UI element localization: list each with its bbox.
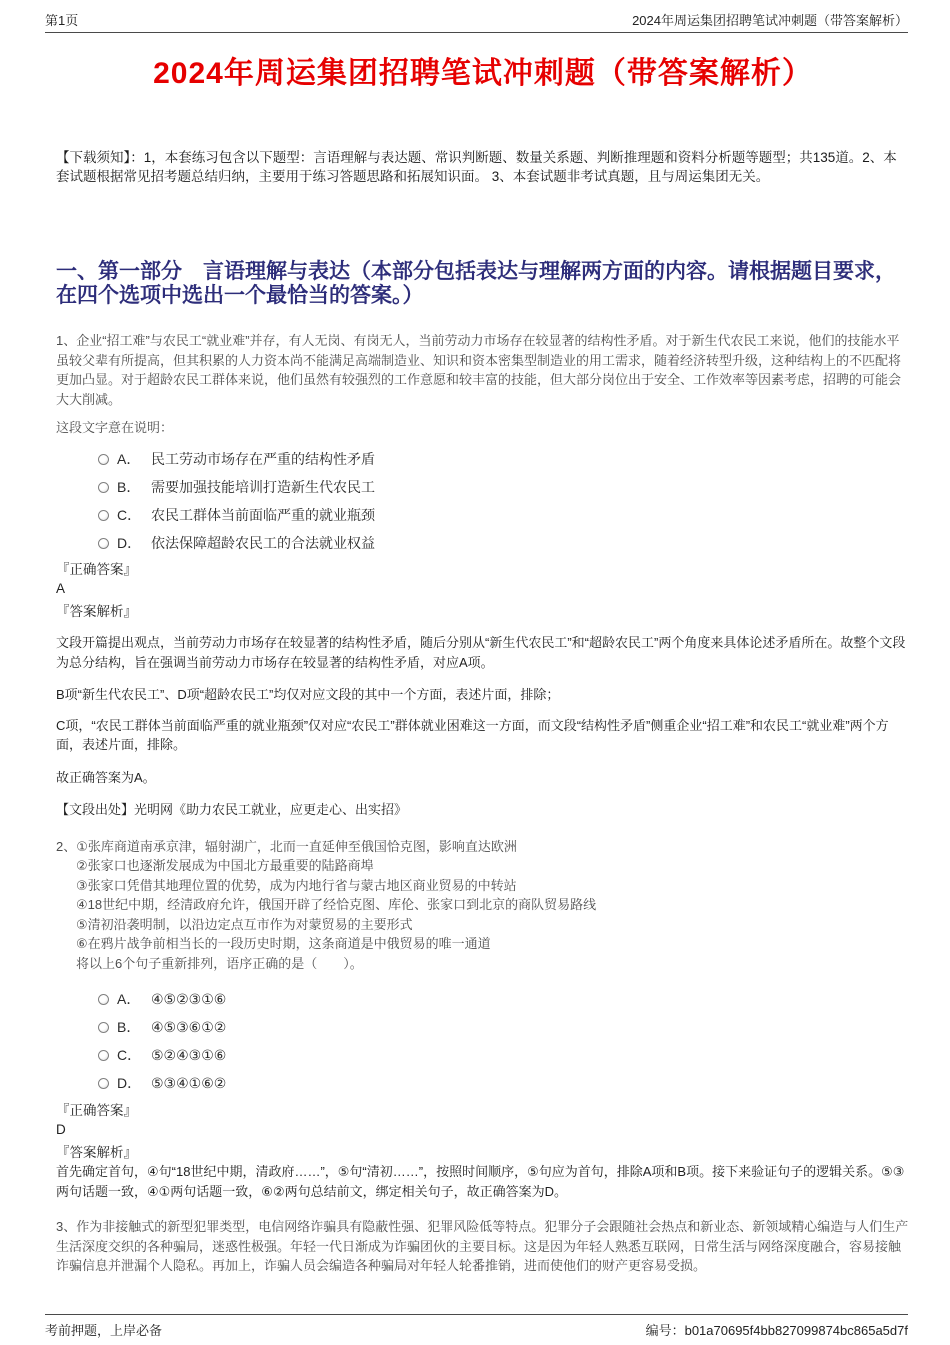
- header-page-number: 第1页: [45, 13, 79, 28]
- question-1-stem: 1、企业“招工难”与农民工“就业难”并存，有人无岗、有岗无人，当前劳动力市场存在较显著的结构性矛盾。对于新生代农民工来说，他们的技能水平虽较父辈有所提高，但其积累的人力资本尚不能满足高端制造业、知识和资本密集型制造业的用工需求，随着经济转型升级，这种结构上的不匹配将更加凸显。对于超龄农民工群体来说，他们虽然有较强烈的工作意愿和较丰富的技能，但大部分岗位出于安全、工作效率等因素考虑，招聘的可能会大大削减。: [56, 333, 902, 407]
- option-text: ⑤②④③①⑥: [151, 1046, 227, 1063]
- question-2-analysis-label: 『答案解析』: [56, 1145, 137, 1160]
- section-heading: 一、第一部分 言语理解与表达（本部分包括表达与理解两方面的内容。请根据题目要求，在四个选项中选出一个最恰当的答案。）: [56, 260, 896, 307]
- option-text: 需要加强技能培训打造新生代农民工: [151, 479, 375, 495]
- page-title: 2024年周运集团招聘笔试冲刺题（带答案解析）: [153, 57, 813, 90]
- question-2-options: [56, 985, 910, 1097]
- option-letter: D．: [117, 535, 142, 551]
- option-letter: D．: [117, 1075, 142, 1091]
- question-2-sentence: ③张家口凭借其地理位置的优势，成为内地行省与蒙古地区商业贸易的中转站: [76, 877, 517, 893]
- option-text: ④⑤②③①⑥: [151, 990, 227, 1007]
- question-2-sentence: ⑤清初沿袭明制，以沿边定点互市作为对蒙贸易的主要形式: [76, 916, 413, 932]
- radio-button-icon[interactable]: [98, 482, 109, 493]
- question-2-sentence: ④18世纪中期，经清政府允许，俄国开辟了经恰克图、库伦、张家口到北京的商队贸易路线: [76, 897, 597, 912]
- question-2-sentence: ②张家口也逐渐发展成为中国北方最重要的陆路商埠: [76, 858, 374, 873]
- option-letter: A．: [117, 991, 141, 1007]
- question-2-option-a[interactable]: [56, 985, 910, 1013]
- option-letter: A．: [117, 451, 141, 467]
- radio-button-icon[interactable]: [98, 538, 109, 549]
- radio-button-icon[interactable]: [98, 1050, 109, 1061]
- question-2-analysis-paragraph: 首先确定首句，④句“18世纪中期，清政府……”，⑤句“清初……”，按照时间顺序，⑤句应为首句，排除A项和B项。接下来验证句子的逻辑关系。⑤③两句话题一致，④①两句话题一致，⑥②两句总结前文，绑定相关句子，故正确答案为D。: [56, 1164, 905, 1199]
- question-1-answer-label: 『正确答案』: [56, 562, 137, 577]
- download-notice: 【下载须知】：1，本套练习包含以下题型：言语理解与表达题、常识判断题、数量关系题、判断推理题和资料分析题等题型；共135道。2、本套试题根据常见招考题总结归纳，主要用于练习答题思路和拓展知识面。 3、本套试题非考试真题，且与周运集团无关。: [56, 150, 897, 184]
- question-2-sentence: ⑥在鸦片战争前相当长的一段历史时期，这条商道是中俄贸易的唯一通道: [76, 936, 491, 951]
- header-doc-title: 2024年周运集团招聘笔试冲刺题（带答案解析）: [632, 13, 908, 28]
- page-footer: [45, 1314, 908, 1339]
- question-2-prompt: 将以上6个句子重新排列，语序正确的是（ ）。: [76, 955, 363, 971]
- option-letter: C．: [117, 507, 142, 523]
- question-1-analysis-paragraph: B项“新生代农民工”、D项“超龄农民工”均仅对应文段的其中一个方面，表述片面，排除；: [56, 687, 560, 702]
- question-1-options: [56, 445, 910, 557]
- question-1-option-c[interactable]: [56, 501, 910, 529]
- question-1-analysis-paragraph: 文段开篇提出观点，当前劳动力市场存在较显著的结构性矛盾，随后分别从“新生代农民工”和“超龄农民工”两个角度来具体论述矛盾所在。故整个文段为总分结构，旨在强调当前劳动力市场存在较显著的结构性矛盾，对应A项。: [56, 635, 906, 670]
- question-1-analysis-conclusion: 故正确答案为A。: [56, 769, 156, 785]
- page-header: [45, 0, 908, 33]
- option-text: ④⑤③⑥①②: [151, 1018, 227, 1035]
- question-1-option-b[interactable]: [56, 473, 910, 501]
- question-2-option-d[interactable]: [56, 1069, 910, 1097]
- question-3-stem: 3、作为非接触式的新型犯罪类型，电信网络诈骗具有隐蔽性强、犯罪风险低等特点。犯罪分子会跟随社会热点和新业态、新领域精心编造与人们生产生活深度交织的各种骗局，迷惑性极强。年轻一代日渐成为诈骗团伙的主要目标。这是因为年轻人熟悉互联网，日常生活与网络深度融合，容易接触诈骗信息并泄漏个人隐私。再加上，诈骗人员会编造各种骗局对年轻人轮番推销，进而使他们的财产更容易受损。: [56, 1219, 909, 1273]
- option-text: 农民工群体当前面临严重的就业瓶颈: [151, 507, 375, 523]
- question-1-analysis-label: 『答案解析』: [56, 604, 137, 619]
- question-2-answer-label: 『正确答案』: [56, 1103, 137, 1118]
- question-1-option-d[interactable]: [56, 529, 910, 557]
- radio-button-icon[interactable]: [98, 454, 109, 465]
- question-1-answer-value: A: [56, 581, 66, 596]
- footer-serial-number: 编号：b01a70695f4bb827099874bc865a5d7f: [645, 1323, 908, 1338]
- question-2-answer-value: D: [56, 1122, 66, 1137]
- option-text: 依法保障超龄农民工的合法就业权益: [151, 535, 375, 551]
- radio-button-icon[interactable]: [98, 1078, 109, 1089]
- question-2-sentence: 2、①张库商道南承京津，辐射湖广，北而一直延伸至俄国恰克图，影响直达欧洲: [56, 838, 517, 854]
- radio-button-icon[interactable]: [98, 510, 109, 521]
- option-letter: B．: [117, 1019, 141, 1035]
- question-2-option-c[interactable]: [56, 1041, 910, 1069]
- option-letter: C．: [117, 1047, 142, 1063]
- question-2-stem: [56, 837, 910, 974]
- question-1-source: 【文段出处】光明网《助力农民工就业，应更走心、出实招》: [56, 802, 408, 817]
- question-1-analysis-paragraph: C项，“农民工群体当前面临严重的就业瓶颈”仅对应“农民工”群体就业困难这一方面，而文段“结构性矛盾”侧重企业“招工难”和农民工“就业难”两个方面，表述片面，排除。: [56, 717, 889, 752]
- question-1-option-a[interactable]: [56, 445, 910, 473]
- radio-button-icon[interactable]: [98, 1022, 109, 1033]
- footer-slogan: 考前押题，上岸必备: [45, 1323, 163, 1338]
- question-1-prompt: 这段文字意在说明：: [56, 420, 174, 435]
- radio-button-icon[interactable]: [98, 994, 109, 1005]
- option-text: ⑤③④①⑥②: [151, 1074, 227, 1091]
- option-text: 民工劳动市场存在严重的结构性矛盾: [151, 451, 375, 467]
- option-letter: B．: [117, 479, 141, 495]
- document-body: [56, 33, 910, 1276]
- question-2-option-b[interactable]: [56, 1013, 910, 1041]
